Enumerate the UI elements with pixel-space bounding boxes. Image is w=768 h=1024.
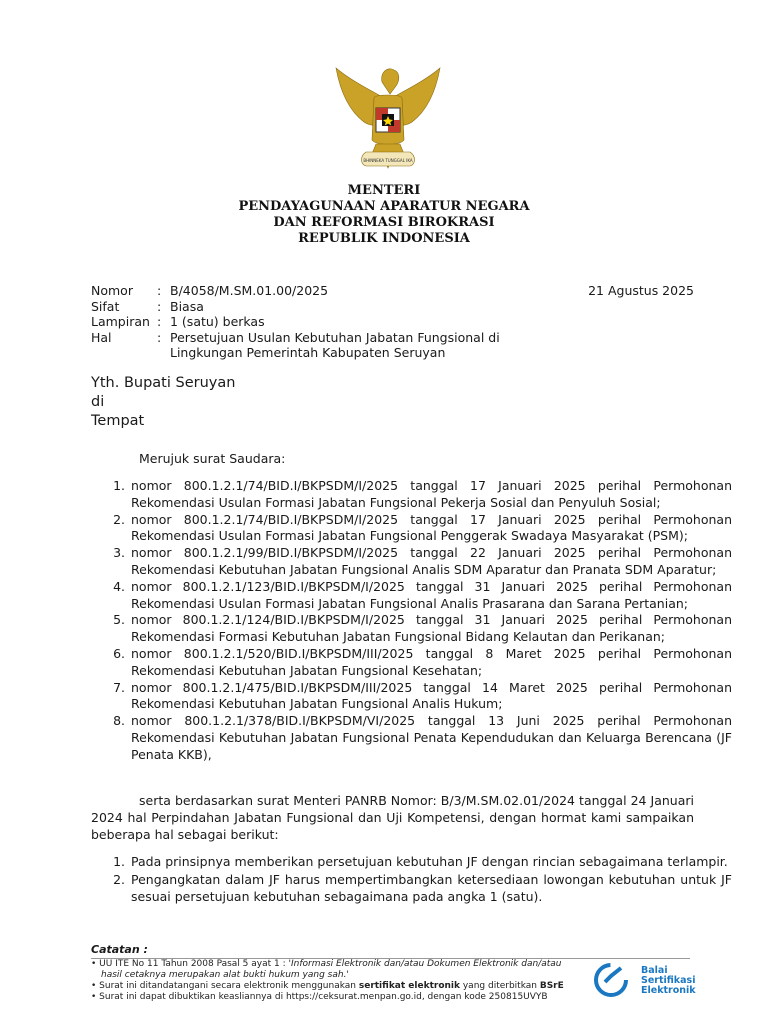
bsre-line: Sertifikasi [641,975,696,986]
meta-label: Sifat [91,298,120,314]
footer-note-ite-cont: hasil cetaknya merupakan alat bukti hukum yang sah.' [101,970,349,980]
recipient-line: di [91,394,105,410]
footer-note-signature [91,981,611,992]
list-item: 1. nomor 800.1.2.1/74/BID.I/BKPSDM/I/2025 tanggal 17 Januari 2025 perihal Permohonan Rekomendasi Usulan Formasi Jabatan Fungsional Pekerja Sosial dan Penyuluh Sosial; [129,478,732,512]
body-paragraph: serta berdasarkan surat Menteri PANRB Nomor: B/3/M.SM.02.01/2024 tanggal 24 Januari 2024 hal Perpindahan Jabatan Fungsional dan Uji Kompetensi, dengan hormat kami sampaikan beberapa hal sebagai berikut: [91,793,694,842]
footer-note-ite [91,959,611,970]
meta-value: Biasa [170,298,204,314]
list-item: 7. nomor 800.1.2.1/475/BID.I/BKPSDM/III/2025 tanggal 14 Maret 2025 perihal Permohonan Rekomendasi Kebutuhan Jabatan Fungsional Analis Hukum; [129,680,732,714]
meta-value: B/4058/M.SM.01.00/2025 [170,283,329,298]
emblem-motto: BHINNEKA TUNGGAL IKA [363,158,413,163]
letter-date: 21 Agustus 2025 [588,283,694,298]
meta-label: Lampiran [91,314,150,329]
meta-row-hal [91,330,510,361]
footer-notes [91,959,611,1003]
bsre-line: Balai [641,965,668,976]
footer-title: Catatan : [91,943,148,956]
note-text: • UU ITE No 11 Tahun 2008 Pasal 5 ayat 1 : ' [91,959,291,969]
list-item: 5. nomor 800.1.2.1/124/BID.I/BKPSDM/I/2025 tanggal 31 Januari 2025 perihal Permohonan Rekomendasi Formasi Kebutuhan Jabatan Fungsional Bidang Kelautan dan Perikanan; [129,612,732,646]
bsre-logo-icon [593,962,633,998]
recipient-block [91,374,235,431]
meta-row-sifat [91,299,510,315]
heading-line: DAN REFORMASI BIROKRASI [273,215,495,230]
meta-row-lampiran [91,314,510,330]
meta-value: 1 (satu) berkas [170,314,265,329]
referenced-letters-list [91,478,732,764]
letter-meta [91,283,510,361]
heading-line: MENTERI [347,183,421,198]
letterhead [0,183,768,247]
bsre-line: Elektronik [641,985,696,996]
note-text: • Surat ini ditandatangani secara elektronik menggunakan [91,981,359,991]
recipient-line: Tempat [91,413,145,429]
list-item: 4. nomor 800.1.2.1/123/BID.I/BKPSDM/I/2025 tanggal 31 Januari 2025 perihal Permohonan Rekomendasi Usulan Formasi Jabatan Fungsional Analis Prasarana dan Sarana Pertanian; [129,579,732,613]
meta-label: Hal [91,329,112,345]
bsre-label [641,966,696,996]
list-item: 2. Pengangkatan dalam JF harus mempertimbangkan ketersediaan lowongan kebutuhan untuk JF sesuai persetujuan kebutuhan sebagaimana pada angka 1 (satu). [129,871,732,905]
footer-note-verify: • Surat ini dapat dibuktikan keasliannya di https://ceksurat.menpan.go.id, dengan kode 250815UVYB [91,992,548,1002]
note-text: yang diterbitkan [460,981,540,991]
heading-line: REPUBLIK INDONESIA [298,231,470,246]
meta-row-nomor [91,283,510,299]
meta-colon: : [157,329,162,345]
garuda-pancasila-emblem [330,60,446,180]
heading-line: PENDAYAGUNAAN APARATUR NEGARA [238,199,530,214]
list-item: 8. nomor 800.1.2.1/378/BID.I/BKPSDM/VI/2025 tanggal 13 Juni 2025 perihal Permohonan Rekomendasi Kebutuhan Jabatan Fungsional Penata Kependudukan dan Keluarga Berencana (JF Penata KKB), [129,713,732,763]
note-bold: BSrE [539,981,564,991]
meta-colon: : [157,314,162,329]
list-item: 2. nomor 800.1.2.1/74/BID.I/BKPSDM/I/2025 tanggal 17 Januari 2025 perihal Permohonan Rekomendasi Usulan Formasi Jabatan Fungsional Penggerak Swadaya Masyarakat (PSM); [129,512,732,546]
decision-points-list [91,853,732,906]
list-item: 3. nomor 800.1.2.1/99/BID.I/BKPSDM/I/2025 tanggal 22 Januari 2025 perihal Permohonan Rekomendasi Kebutuhan Jabatan Fungsional Analis SDM Aparatur dan Pranata SDM Aparatur; [129,545,732,579]
note-bold: sertifikat elektronik [358,981,460,991]
note-italic: Informasi Elektronik dan/atau Dokumen Elektronik dan/atau [290,959,562,969]
meta-value: Persetujuan Usulan Kebutuhan Jabatan Fungsional di Lingkungan Pemerintah Kabupaten Seruyan [170,329,500,360]
meta-colon: : [157,298,162,314]
list-item: 1. Pada prinsipnya memberikan persetujuan kebutuhan JF dengan rincian sebagaimana terlampir. [129,853,732,870]
list-item: 6. nomor 800.1.2.1/520/BID.I/BKPSDM/III/2025 tanggal 8 Maret 2025 perihal Permohonan Rekomendasi Kebutuhan Jabatan Fungsional Kesehatan; [129,646,732,680]
meta-colon: : [157,283,162,298]
recipient-line: Yth. Bupati Seruyan [91,375,236,391]
meta-label: Nomor [91,283,133,298]
intro-text: Merujuk surat Saudara: [139,451,286,466]
